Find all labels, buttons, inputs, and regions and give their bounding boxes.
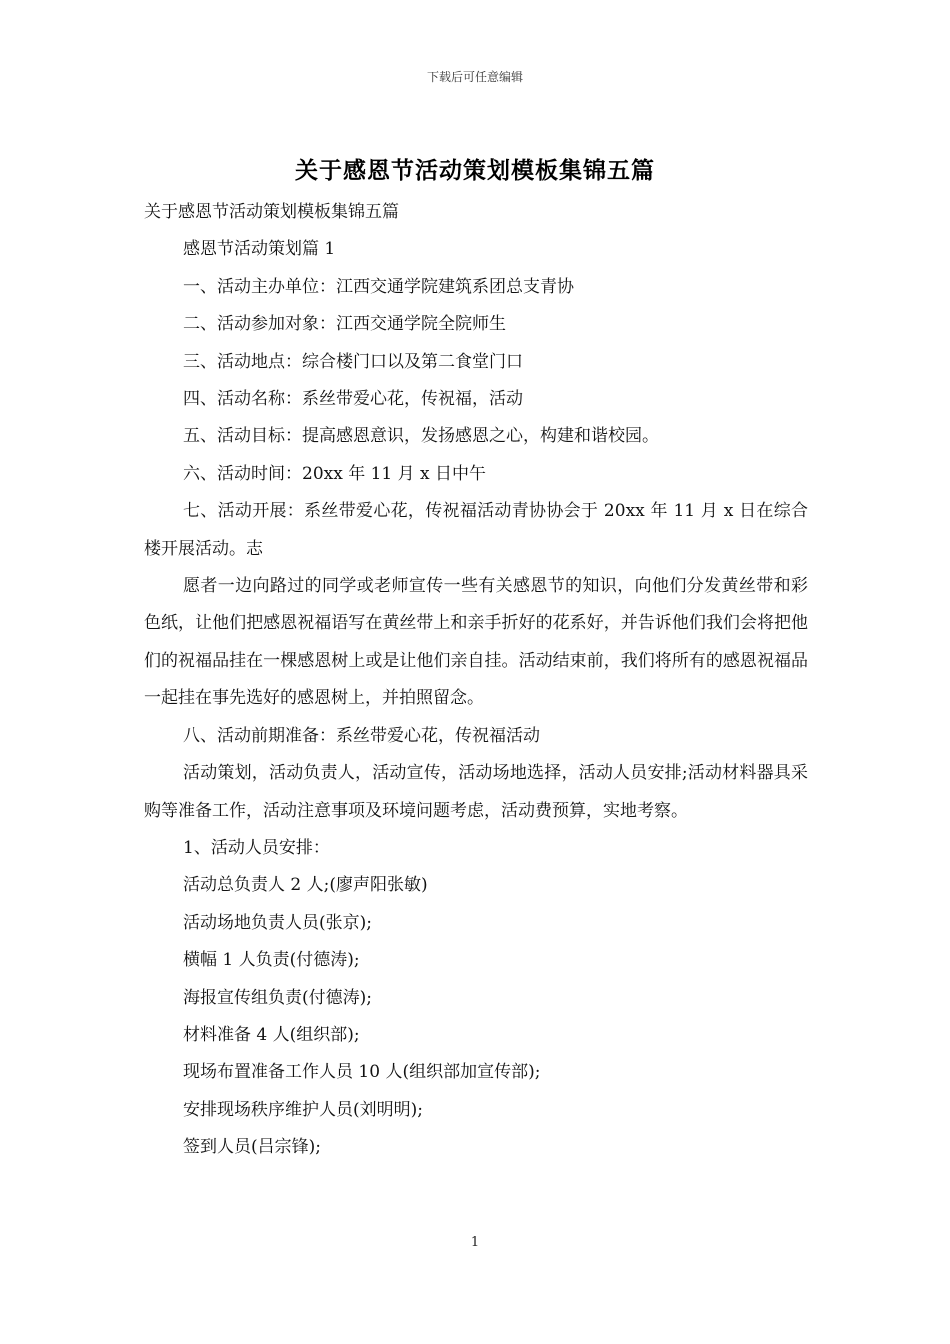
paragraph: 活动场地负责人员(张京); [183, 912, 372, 933]
document-title: 关于感恩节活动策划模板集锦五篇 [295, 157, 655, 184]
paragraph: 海报宣传组负责(付德涛); [183, 987, 372, 1008]
document-subtitle: 关于感恩节活动策划模板集锦五篇 [144, 202, 399, 222]
paragraph: 七、活动开展：系丝带爱心花，传祝福活动青协协会于 20xx 年 11 月 x 日在综合楼开展活动。志 [144, 501, 808, 559]
paragraph: 现场布置准备工作人员 10 人(组织部加宣传部); [183, 1062, 541, 1083]
paragraph: 活动总负责人 2 人;(廖声阳张敏) [183, 875, 428, 896]
paragraph: 四、活动名称：系丝带爱心花，传祝福，活动 [183, 389, 523, 410]
paragraph: 愿者一边向路过的同学或老师宣传一些有关感恩节的知识，向他们分发黄丝带和彩色纸，让他们把感恩祝福语写在黄丝带上和亲手折好的花系好，并告诉他们我们会将把他们的祝福品挂在一棵感恩树上或是让他们亲自挂。活动结束前，我们将所有的感恩祝福品一起挂在事先选好的感恩树上，并拍照留念。 [144, 576, 808, 709]
paragraph: 二、活动参加对象：江西交通学院全院师生 [183, 314, 506, 335]
paragraph: 签到人员(吕宗锋); [183, 1137, 321, 1158]
paragraph: 安排现场秩序维护人员(刘明明); [183, 1099, 423, 1120]
paragraph: 五、活动目标：提高感恩意识，发扬感恩之心，构建和谐校园。 [183, 426, 659, 447]
page-number: 1 [470, 1235, 480, 1250]
paragraph: 感恩节活动策划篇 1 [183, 239, 336, 260]
paragraph: 活动策划，活动负责人，活动宣传，活动场地选择，活动人员安排;活动材料器具采购等准备工作，活动注意事项及环境问题考虑，活动费预算，实地考察。 [144, 763, 808, 821]
paragraph: 1、活动人员安排： [183, 837, 330, 858]
page-header-note: 下载后可任意编辑 [426, 70, 523, 84]
paragraph: 八、活动前期准备：系丝带爱心花，传祝福活动 [183, 725, 540, 746]
paragraph: 一、活动主办单位：江西交通学院建筑系团总支青协 [183, 276, 574, 297]
paragraph: 三、活动地点：综合楼门口以及第二食堂门口 [183, 351, 523, 372]
document-body [144, 194, 808, 1167]
paragraph: 材料准备 4 人(组织部); [183, 1024, 360, 1045]
paragraph: 横幅 1 人负责(付德涛); [183, 950, 360, 971]
paragraph: 六、活动时间：20xx 年 11 月 x 日中午 [183, 463, 487, 484]
